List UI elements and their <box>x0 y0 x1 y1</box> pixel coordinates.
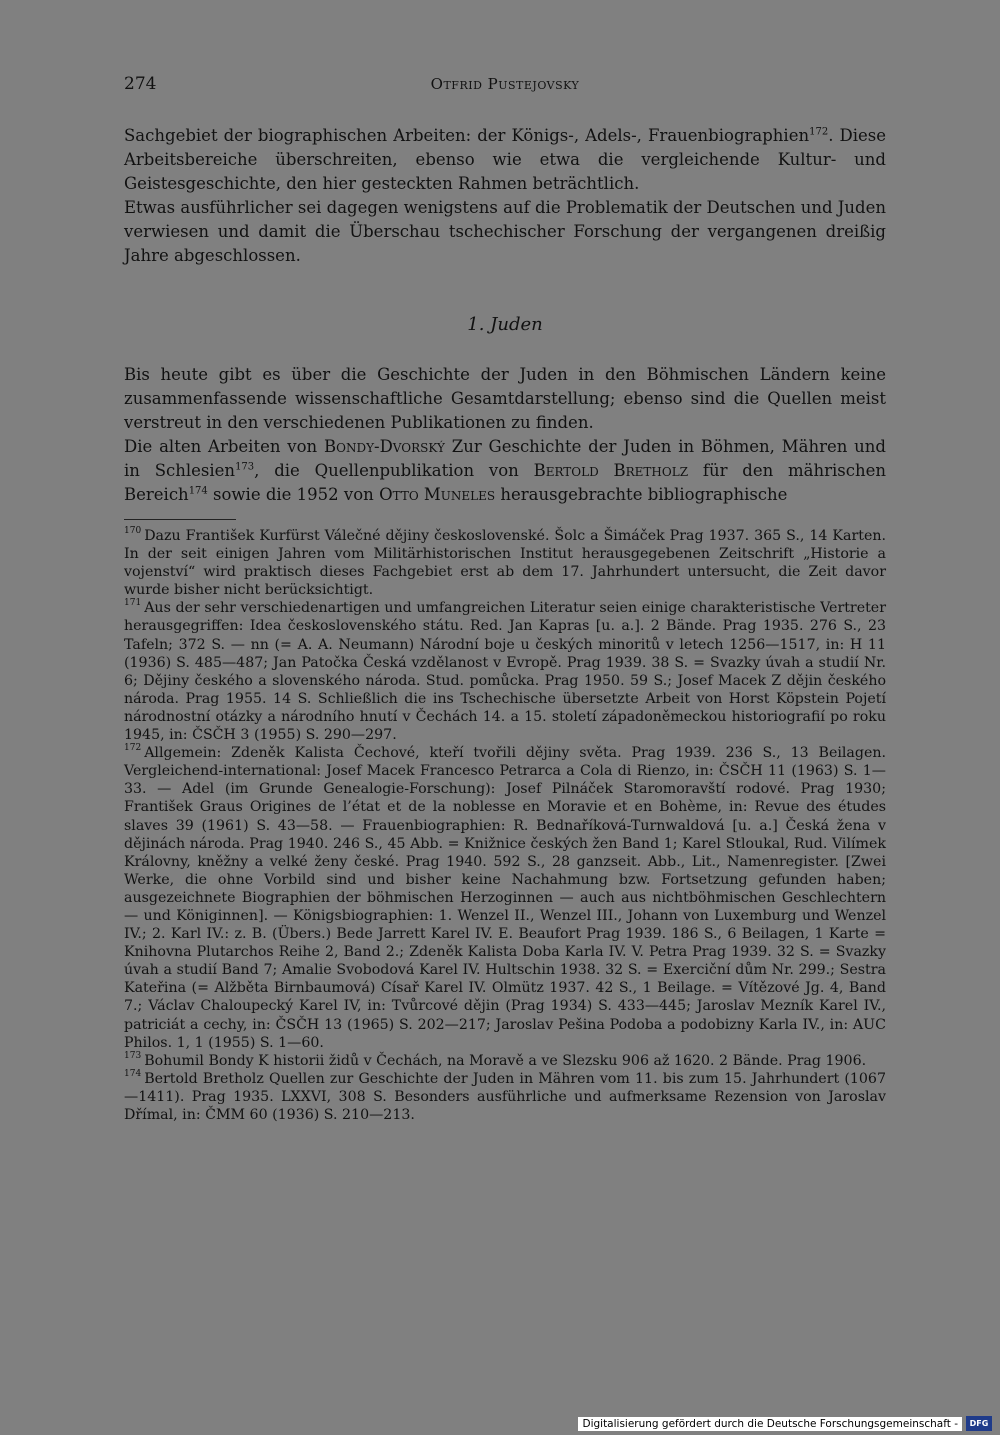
footnote-172: $^{172}$ Allgemein: Zdeněk Kalista Čechové, kteří tvořili dějiny světa. Prag 1939. 236 S., 13 Beilagen. Vergleichend-international: Josef Macek Francesco Petrarca a Cola di Rienzo, in: ČSČH 11 (1963) S. 1—33. — Adel (im Grunde Genealogie-Forschung): Josef Pilnáček Staromoravští rodové. Prag 1930; František Graus Origines de l’état et de la noblesse en Moravie et en Bohème, in: Revue des études slaves 39 (1961) S. 43—58. — Frauenbiographien: R. Bednaříková-Turnwaldová [u. a.] Česká žena v dějinách národa. Prag 1940. 246 S., 45 Abb. = Knižnice českých žen Band 1; Karel Stloukal, Rud. Vilímek Královny, kněžny a velké ženy české. Prag 1940. 592 S., 28 ganzseit. Abb., Lit., Namenregister. [Zwei Werke, die ohne Vorbild sind und bisher keine Nachahmung bzw. Fortsetzung gefunden haben; ausgezeichnete Biographien der böhmischen Herzoginnen — auch aus nichtböhmischen Geschlechtern — und Königinnen]. — Königsbiographien: 1. Wenzel II., Wenzel III., Johann von Luxemburg und Wenzel IV.; 2. Karl IV.: z. B. (Übers.) Bede Jarrett Karel IV. E. Beaufort Prag 1939. 186 S., 6 Beilagen, 1 Karte = Knihovna Plutarchos Reihe 2, Band 2.; Zdeněk Kalista Doba Karla IV. V. Petra Prag 1939. 32 S. = Svazky úvah a studií Band 7; Amalie Svobodová Karel IV. Hultschin 1938. 32 S. = Exerciční dům Nr. 299.; Sestra Kateřina (= Alžběta Birnbaumová) Císař Karel IV. Olmütz 1937. 42 S., 1 Beilage. = Vítězové Jg. 4, Band 7.; Václav Chaloupecký Karel IV, in: Tvůrcové dějin (Prag 1934) S. 433—445; Jaroslav Mezník Karel IV., patriciát a cechy, in: ČSČH 13 (1965) S. 202—217; Jaroslav Pešina Podoba a podobizny Karla IV., in: AUC Philos. 1, 1 (1955) S. 1—60. <box>124 743 886 1051</box>
footnote-171: $^{171}$ Aus der sehr verschiedenartigen und umfangreichen Literatur seien einige charakteristische Vertreter herausgegriffen: Idea československého státu. Red. Jan Kapras [u. a.]. 2 Bände. Prag 1935. 276 S., 23 Tafeln; 372 S. — nn (= A. A. Neumann) Národní boje u českých minoritů v letech 1256—1517, in: H 11 (1936) S. 485—487; Jan Patočka Česká vzdělanost v Evropě. Prag 1939. 38 S. = Svazky úvah a studií Nr. 6; Dějiny českého a slovenského národa. Stud. pomůcka. Prag 1950. 59 S.; Josef Macek Z dějin českého národa. Prag 1955. 14 S. Schließlich die ins Tschechische übersetzte Arbeit von Horst Köpstein Pojetí národnostní otázky a národního hnutí v Čechách 14. a 15. století západoněmeckou historiografií po roku 1945, in: ČSČH 3 (1955) S. 290—297. <box>124 598 886 744</box>
author-name: Bertold Bretholz <box>533 461 689 480</box>
section-text <box>124 363 886 507</box>
footnote-divider <box>124 519 236 520</box>
funding-credit[interactable]: Digitalisierung gefördert durch die Deutsche Forschungsgemeinschaft - <box>578 1417 962 1431</box>
footnote-ref-172[interactable]: 172 <box>809 126 829 138</box>
dfg-logo-icon[interactable]: DFG <box>966 1416 992 1431</box>
footnotes <box>124 527 886 1124</box>
footnote-174: $^{174}$ Bertold Bretholz Quellen zur Geschichte der Juden in Mähren vom 11. bis zum 15. Jahrhundert (1067—1411). Prag 1935. LXXVI, 308 S. Besonders ausführliche und aufmerksame Rezension von Jaroslav Dřímal, in: ČMM 60 (1936) S. 210—213. <box>124 1068 886 1123</box>
footnote-ref-173[interactable]: 173 <box>235 461 255 473</box>
footnote-170: $^{170}$ Dazu František Kurfürst Válečné dějiny československé. Šolc a Šimáček Prag 1937. 365 S., 14 Karten. In der seit einigen Jahren vom Militärhistorischen Institut herausgegebenen Zeitschrift „Historie a vojenství“ wird praktisch dieses Fachgebiet erst ab dem 17. Jahrhundert untersucht, die Zeit davor wurde bisher nicht berücksichtigt. <box>124 526 886 599</box>
footnote-173: $^{173}$ Bohumil Bondy K historii židů v Čechách, na Moravě a ve Slezsku 906 až 1620. 2 Bände. Prag 1906. <box>124 1050 867 1069</box>
section-heading: 1. Juden <box>467 314 543 335</box>
footnote-ref-174[interactable]: 174 <box>188 485 208 497</box>
intro-paragraph-1: Sachgebiet der biographischen Arbeiten: der Königs-, Adels-, Frauenbiographien$^{172}$. Diese Arbeitsbereiche überschreiten, ebenso wie etwa die vergleichende Kultur- und Geistesgeschichte, den hier gesteckten Rahmen beträchtlich. <box>124 126 886 193</box>
section-paragraph-2: Die alten Arbeiten von Bondy-Dvorský Zur Geschichte der Juden in Böhmen, Mähren und in Schlesien$^{173}$, die Quellenpublikation von Bertold Bretholz für den mährischen Bereich$^{174}$ sowie die 1952 von Otto Muneles herausgebrachte bibliographische <box>124 437 887 504</box>
funding-credit-bar <box>0 1407 1000 1435</box>
running-head: Otfrid Pustejovsky <box>430 75 580 93</box>
page-number: 274 <box>124 74 157 94</box>
author-name: Bondy-Dvorský <box>323 437 445 456</box>
section-paragraph-1: Bis heute gibt es über die Geschichte der Juden in den Böhmischen Ländern keine zusammenfassende wissenschaftliche Gesamtdarstellung; ebenso sind die Quellen meist verstreut in den verschiedenen Publikationen zu finden. <box>124 365 886 432</box>
author-name: Otto Muneles <box>379 485 496 504</box>
intro-paragraph-2: Etwas ausführlicher sei dagegen wenigstens auf die Problematik der Deutschen und Juden verwiesen und damit die Überschau tschechischer Forschung der vergangenen dreißig Jahre abgeschlossen. <box>124 198 886 265</box>
intro-text <box>124 124 886 268</box>
page-header <box>124 74 886 100</box>
